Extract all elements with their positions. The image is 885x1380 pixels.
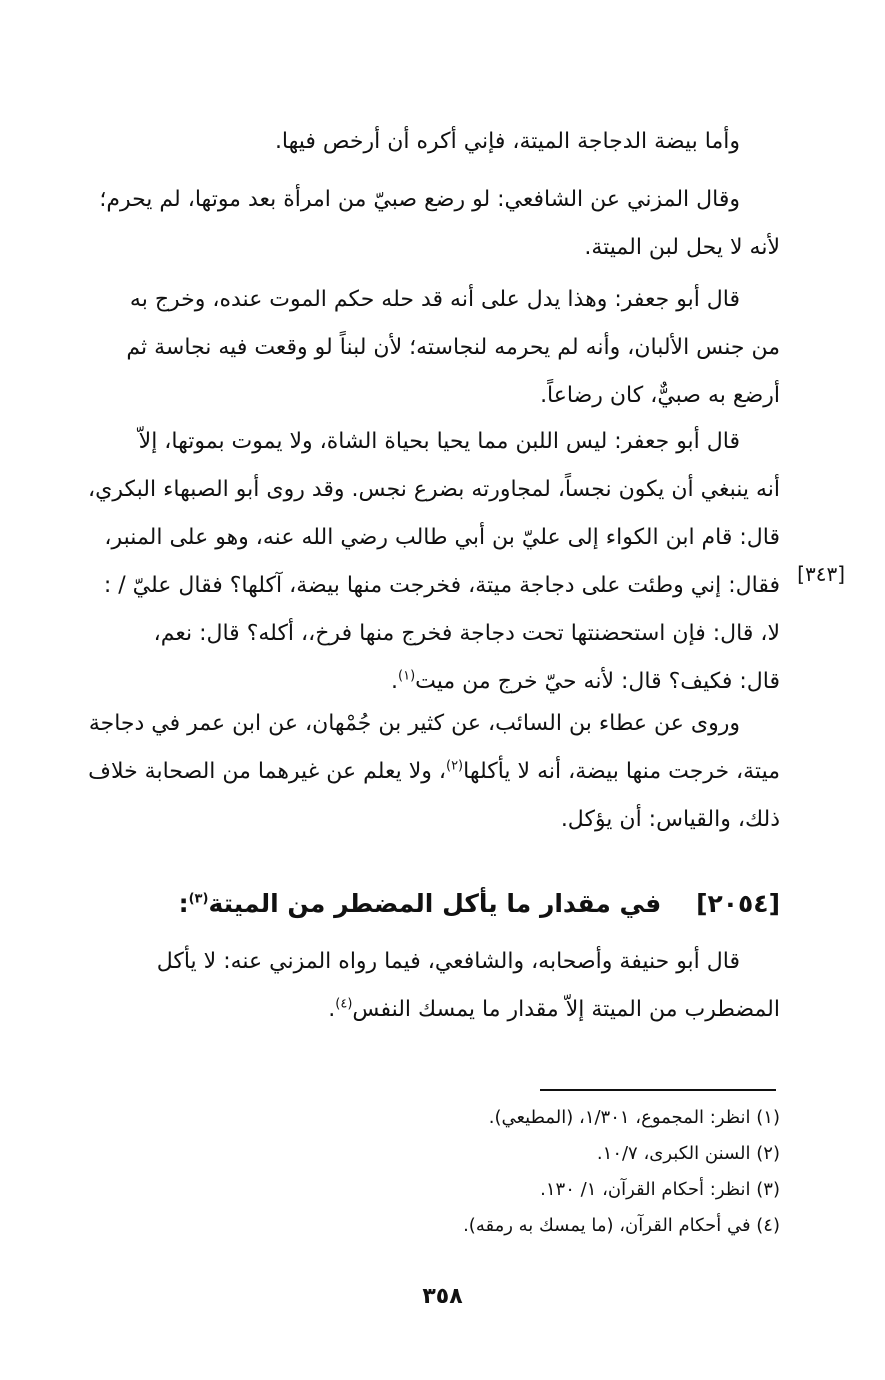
paragraph-4	[30, 418, 780, 706]
margin-page-reference: [٣٤٣]	[797, 562, 845, 586]
line-tail: .	[391, 669, 399, 694]
text-line: من جنس الألبان، وأنه لم يحرمه لنجاسته؛ لأن لبناً لو وقعت فيه نجاسة ثم	[126, 335, 780, 360]
footnote-ref: (١)	[398, 668, 416, 684]
text-line: قال: قام ابن الكواء إلى عليّ بن أبي طالب رضي الله عنه، وهو على المنبر،	[104, 525, 780, 550]
footnotes	[300, 1100, 780, 1244]
section-heading	[30, 884, 780, 924]
paragraph-1	[30, 118, 780, 166]
text-line: لا، قال: فإن استحضنتها تحت دجاجة فخرج منها فرخ،، أكله؟ قال: نعم،	[153, 621, 780, 646]
paragraph-2	[30, 176, 780, 272]
text-line: أنه ينبغي أن يكون نجساً، لمجاورته بضرع نجس. وقد روى أبو الصبهاء البكري،	[88, 477, 780, 502]
text-line: قال أبو جعفر: ليس اللبن مما يحيا بحياة الشاة، ولا يموت بموتها، إلاّ	[138, 429, 740, 454]
text-line: أرضع به صبيٌّ، كان رضاعاً.	[540, 383, 780, 408]
text-line: وروى عن عطاء بن السائب، عن كثير بن جُمْهان، عن ابن عمر في دجاجة	[88, 711, 740, 736]
line-text: قال: فكيف؟ قال: لأنه حيّ خرج من ميت	[415, 669, 780, 694]
paragraph-3	[30, 276, 780, 420]
text-line: فقال: إني وطئت على دجاجة ميتة، فخرجت منها بيضة، آكلها؟ فقال عليّ / :	[103, 573, 780, 598]
text-line: وأما بيضة الدجاجة الميتة، فإني أكره أن أرخص فيها.	[274, 129, 740, 154]
text-line: ذلك، والقياس: أن يؤكل.	[560, 807, 780, 832]
footnote: (١) انظر: المجموع، ١/٣٠١، (المطيعي).	[488, 1107, 780, 1128]
footnote: (٢) السنن الكبرى، ١٠/٧.	[596, 1143, 780, 1164]
text-line: لأنه لا يحل لبن الميتة.	[584, 235, 780, 260]
line-text: ميتة، خرجت منها بيضة، أنه لا يأكلها	[463, 759, 780, 784]
footnote-divider	[540, 1089, 776, 1091]
footnote-ref: (٣)	[188, 891, 209, 907]
text-line: قال أبو جعفر: وهذا يدل على أنه قد حله حكم الموت عنده، وخرج به	[129, 287, 740, 312]
text-line: قال أبو حنيفة وأصحابه، والشافعي، فيما رواه المزني عنه: لا يأكل	[156, 949, 740, 974]
paragraph-6	[30, 938, 780, 1034]
footnote: (٤) في أحكام القرآن، (ما يمسك به رمقه).	[463, 1215, 780, 1236]
paragraph-5	[30, 700, 780, 844]
text-line	[30, 986, 780, 1034]
footnote-ref: (٢)	[445, 758, 464, 774]
heading-tail: :	[178, 889, 189, 918]
section-title: في مقدار ما يأكل المضطر من الميتة	[208, 889, 662, 918]
line-tail: .	[328, 997, 336, 1022]
section-number: [٢٠٥٤]	[696, 889, 780, 918]
footnote: (٣) انظر: أحكام القرآن، ١/ ١٣٠.	[540, 1179, 780, 1200]
footnote-ref: (٤)	[335, 996, 353, 1012]
page-number: ٣٥٨	[422, 1284, 463, 1309]
text-line	[30, 658, 780, 706]
text-line	[30, 748, 780, 796]
line-text: المضطرب من الميتة إلاّ مقدار ما يمسك النفس	[352, 997, 780, 1022]
text-line: وقال المزني عن الشافعي: لو رضع صبيّ من امرأة بعد موتها، لم يحرم؛	[99, 187, 740, 212]
line-tail: ، ولا يعلم عن غيرهما من الصحابة خلاف	[88, 759, 446, 784]
